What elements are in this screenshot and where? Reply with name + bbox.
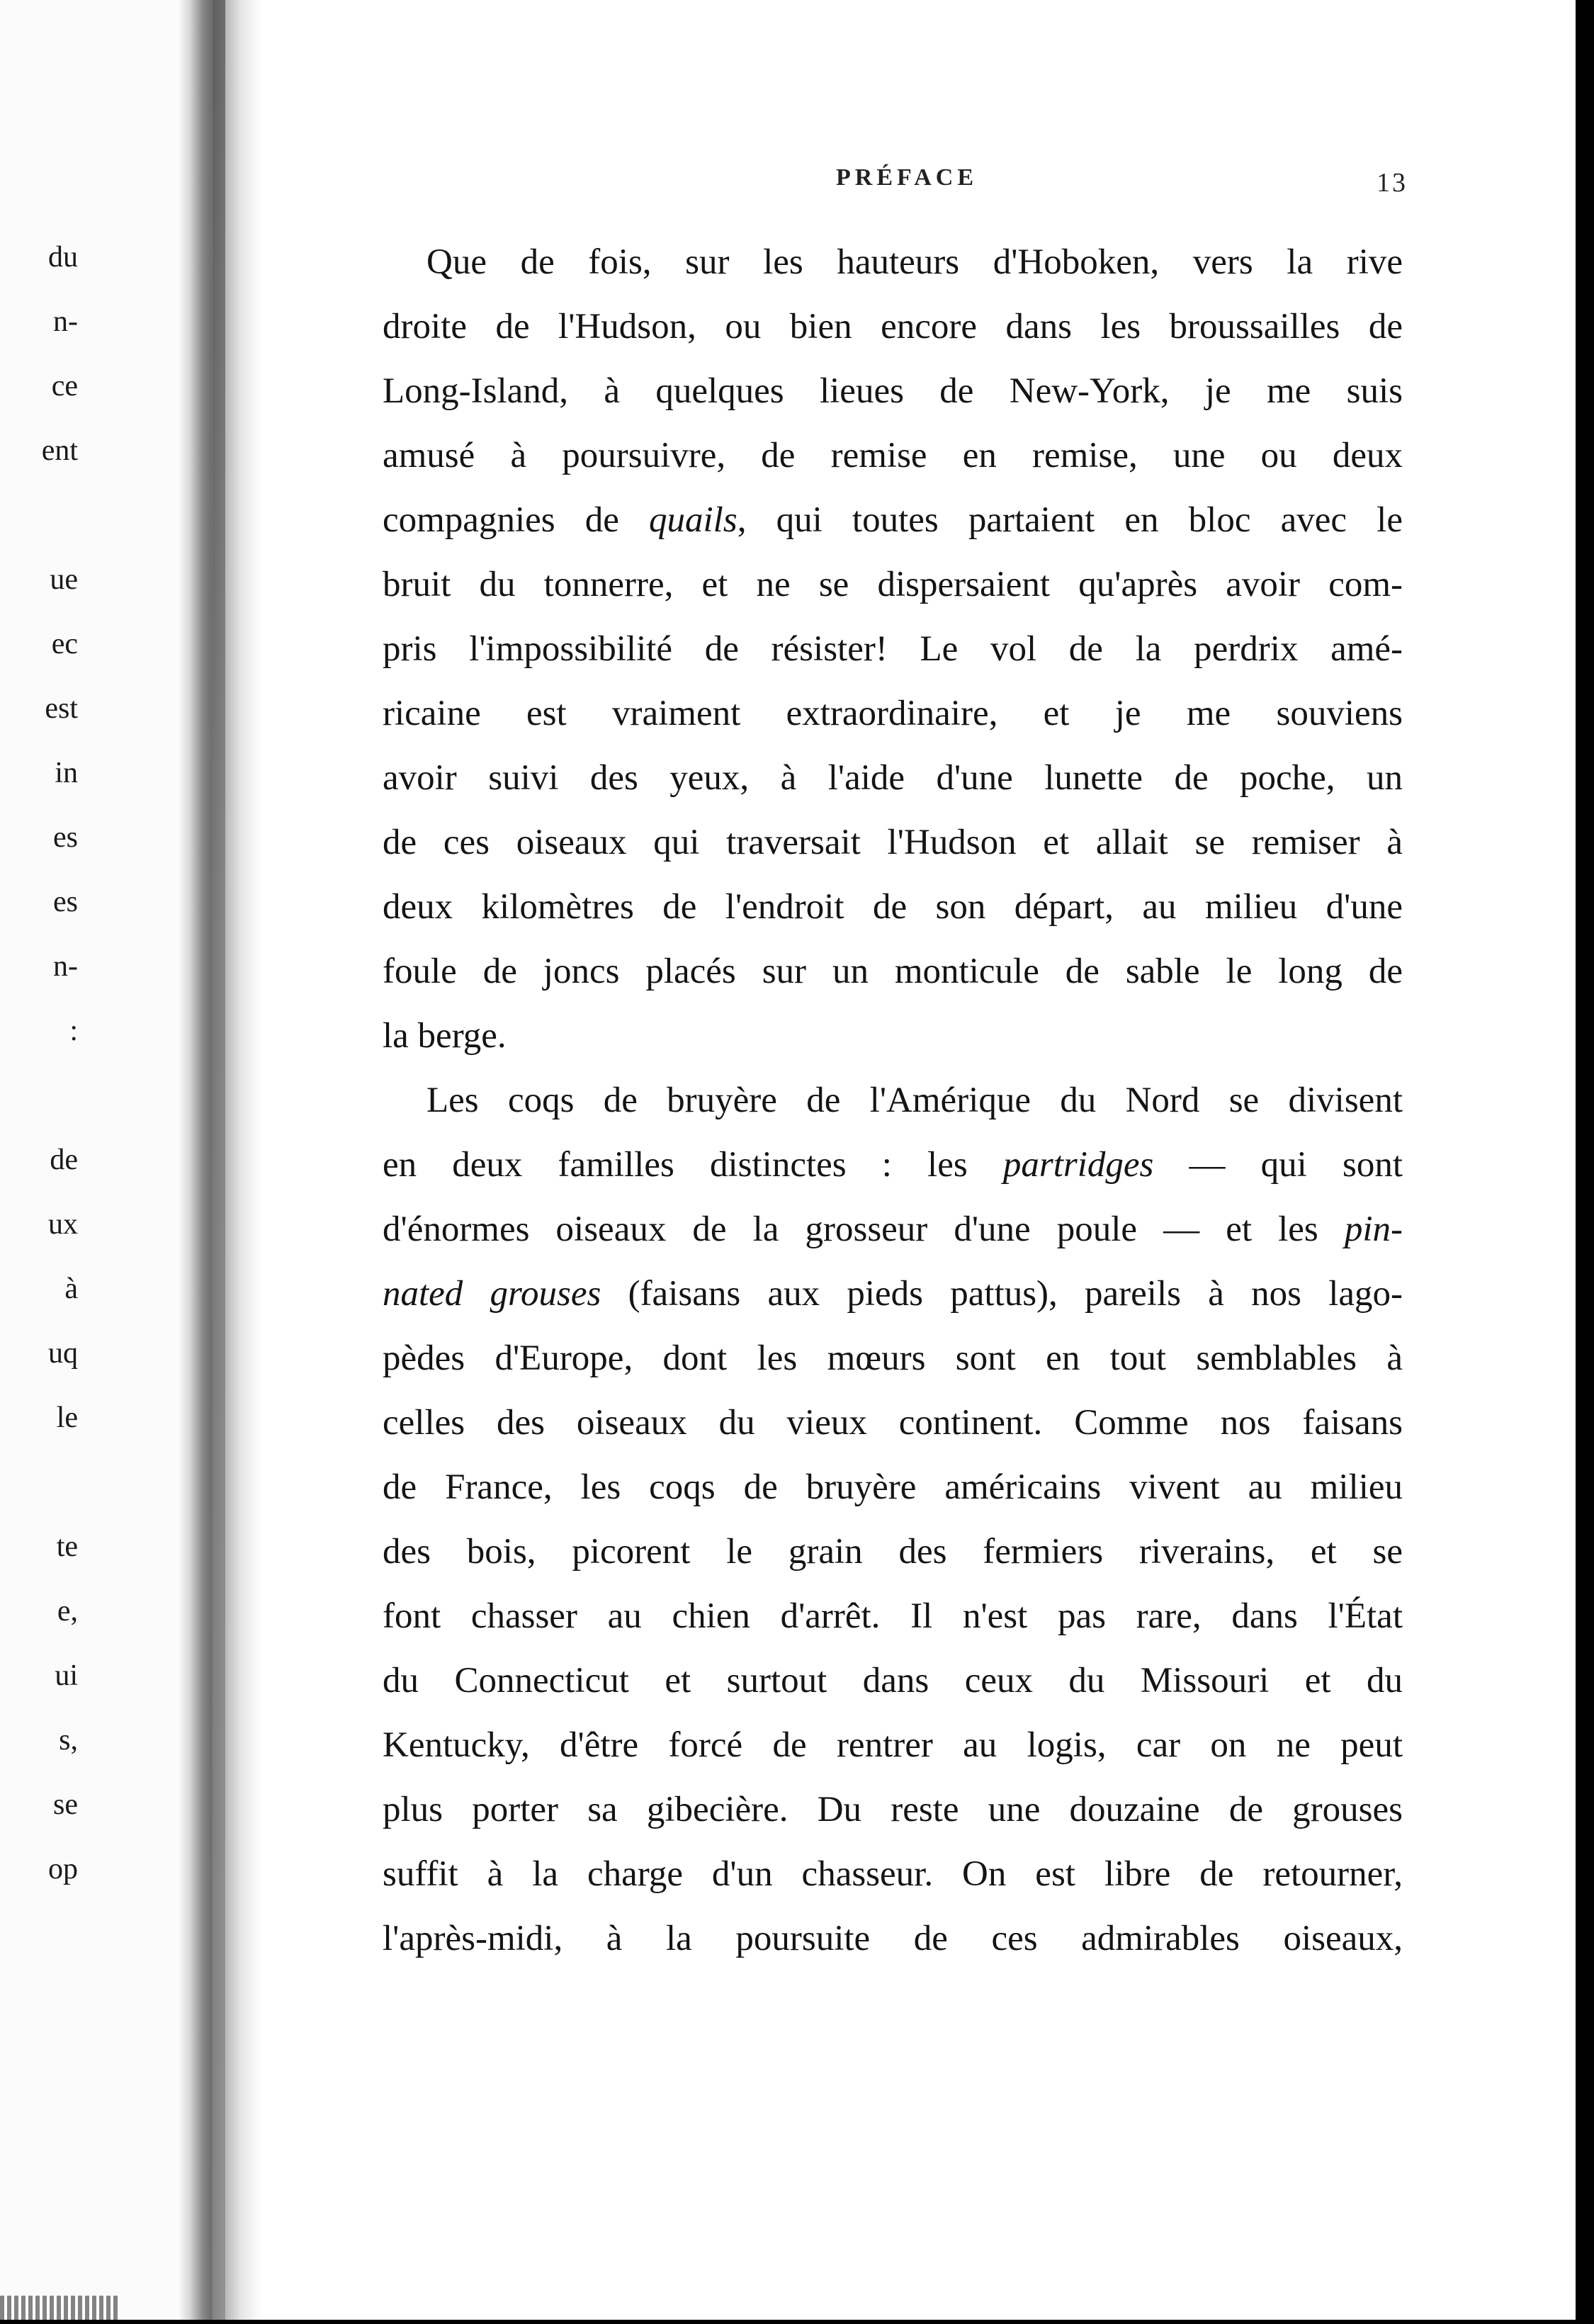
text-line: [383, 1584, 1403, 1649]
text-line: [383, 424, 1403, 488]
text-line: [383, 1713, 1403, 1778]
left-page-fragment: ui: [55, 1659, 78, 1692]
left-page-fragment: ent: [41, 434, 78, 467]
text-run: — qui sont: [1153, 1145, 1403, 1185]
left-page-line-fragments: [0, 225, 78, 1902]
left-page-fragment: du: [48, 241, 78, 273]
text-line: [383, 1004, 1403, 1068]
text-line: [383, 359, 1403, 424]
scan-right-border: [1576, 0, 1594, 2324]
left-page-fragment: ce: [51, 370, 78, 402]
text-run: compagnies de: [383, 500, 650, 540]
text-line: [383, 811, 1403, 875]
left-page-fragment: ec: [51, 628, 78, 660]
left-page-fragment: in: [55, 757, 78, 789]
text-line: [383, 1262, 1403, 1326]
text-line: [383, 1326, 1403, 1391]
text-line: [383, 1842, 1403, 1907]
text-line: [383, 1197, 1403, 1262]
text-line: [383, 1391, 1403, 1455]
text-run: celles des oiseaux du vieux continent. Comme nos faisans: [383, 1403, 1403, 1443]
text-line: [383, 940, 1403, 1004]
text-line: [383, 488, 1403, 553]
text-run: Long-Island, à quelques lieues de New-York, je me suis: [383, 371, 1403, 411]
left-page-fragment: à: [64, 1273, 78, 1305]
left-page-fragment: [0, 1450, 78, 1515]
text-run: l'après-midi, à la poursuite de ces admirables oiseaux,: [383, 1919, 1403, 1958]
running-head: PRÉFACE: [836, 164, 978, 191]
left-page-fragment: est: [45, 692, 78, 725]
text-run: de ces oiseaux qui traversait l'Hudson et allait se remiser à: [383, 823, 1403, 862]
italic-term: nated grouses: [383, 1274, 601, 1314]
left-page-fragment: es: [53, 886, 78, 918]
italic-term: quails: [649, 500, 737, 540]
text-run: la berge.: [383, 1016, 507, 1056]
text-run: avoir suivi des yeux, à l'aide d'une lunette de poche, un: [383, 758, 1403, 798]
scan-corner-mark: [0, 2296, 120, 2320]
text-line: [383, 230, 1403, 295]
main-text-body: [383, 230, 1403, 1971]
text-run: Les coqs de bruyère de l'Amérique du Nord se divisent: [426, 1081, 1403, 1120]
book-spine-edge: [213, 0, 225, 2324]
text-run: droite de l'Hudson, ou bien encore dans les broussailles de: [383, 307, 1403, 346]
text-line: [383, 295, 1403, 359]
text-line: [383, 1133, 1403, 1197]
text-run: de France, les coqs de bruyère américains vivent au milieu: [383, 1467, 1403, 1507]
page-number: 13: [1377, 168, 1408, 198]
left-page-fragment: ue: [50, 563, 78, 596]
text-line: [383, 1907, 1403, 1971]
text-run: pris l'impossibilité de résister! Le vol de la perdrix amé-: [383, 629, 1403, 669]
text-run: Kentucky, d'être forcé de rentrer au logis, car on ne peut: [383, 1725, 1403, 1765]
text-run: en deux familles distinctes : les: [383, 1145, 1003, 1185]
left-page-fragment: e,: [57, 1595, 78, 1628]
text-run: des bois, picorent le grain des fermiers riverains, et se: [383, 1532, 1403, 1572]
text-run: (faisans aux pieds pattus), pareils à nos lago-: [601, 1274, 1403, 1314]
text-run: plus porter sa gibecière. Du reste une douzaine de grouses: [383, 1790, 1403, 1829]
text-line: [383, 553, 1403, 617]
left-page-fragment: s,: [59, 1724, 78, 1756]
text-run: , qui toutes partaient en bloc avec le: [737, 500, 1403, 540]
left-page-fragment: ux: [48, 1208, 78, 1241]
text-run: foule de joncs placés sur un monticule de sable le long de: [383, 952, 1403, 991]
text-run: font chasser au chien d'arrêt. Il n'est pas rare, dans l'État: [383, 1596, 1403, 1636]
italic-term: pin-: [1344, 1209, 1403, 1249]
text-run: ricaine est vraiment extraordinaire, et je me souviens: [383, 694, 1403, 733]
left-page-fragment: n-: [53, 305, 78, 338]
left-page-fragment: se: [53, 1788, 78, 1821]
left-page-fragment: te: [56, 1530, 78, 1563]
left-page-fragment: uq: [48, 1337, 78, 1370]
text-line: [383, 1068, 1403, 1133]
text-line: [383, 746, 1403, 811]
text-line: [383, 682, 1403, 746]
text-line: [383, 617, 1403, 682]
text-run: amusé à poursuivre, de remise en remise, une ou deux: [383, 436, 1403, 475]
text-run: deux kilomètres de l'endroit de son départ, au milieu d'une: [383, 887, 1403, 927]
left-page-fragment: es: [53, 821, 78, 854]
text-run: pèdes d'Europe, dont les mœurs sont en tout semblables à: [383, 1338, 1403, 1378]
scan-bottom-border: [0, 2320, 1594, 2324]
left-page-fragment: [0, 1064, 78, 1128]
text-run: bruit du tonnerre, et ne se dispersaient qu'après avoir com-: [383, 565, 1403, 604]
text-line: [383, 875, 1403, 940]
text-run: du Connecticut et surtout dans ceux du Missouri et du: [383, 1661, 1403, 1700]
text-line: [383, 1520, 1403, 1584]
left-page-fragment: de: [50, 1144, 78, 1176]
text-run: Que de fois, sur les hauteurs d'Hoboken, vers la rive: [426, 242, 1403, 282]
italic-term: partridges: [1002, 1145, 1154, 1185]
text-line: [383, 1455, 1403, 1520]
left-page-fragment: n-: [53, 950, 78, 983]
text-line: [383, 1778, 1403, 1842]
text-line: [383, 1649, 1403, 1713]
left-page-fragment: le: [56, 1401, 78, 1434]
text-run: d'énormes oiseaux de la grosseur d'une poule — et les: [383, 1209, 1345, 1249]
text-run: suffit à la charge d'un chasseur. On est libre de retourner,: [383, 1854, 1403, 1894]
left-page-fragment: [0, 483, 78, 548]
left-page-fragment: :: [69, 1015, 78, 1047]
left-page-fragment: op: [48, 1853, 78, 1885]
